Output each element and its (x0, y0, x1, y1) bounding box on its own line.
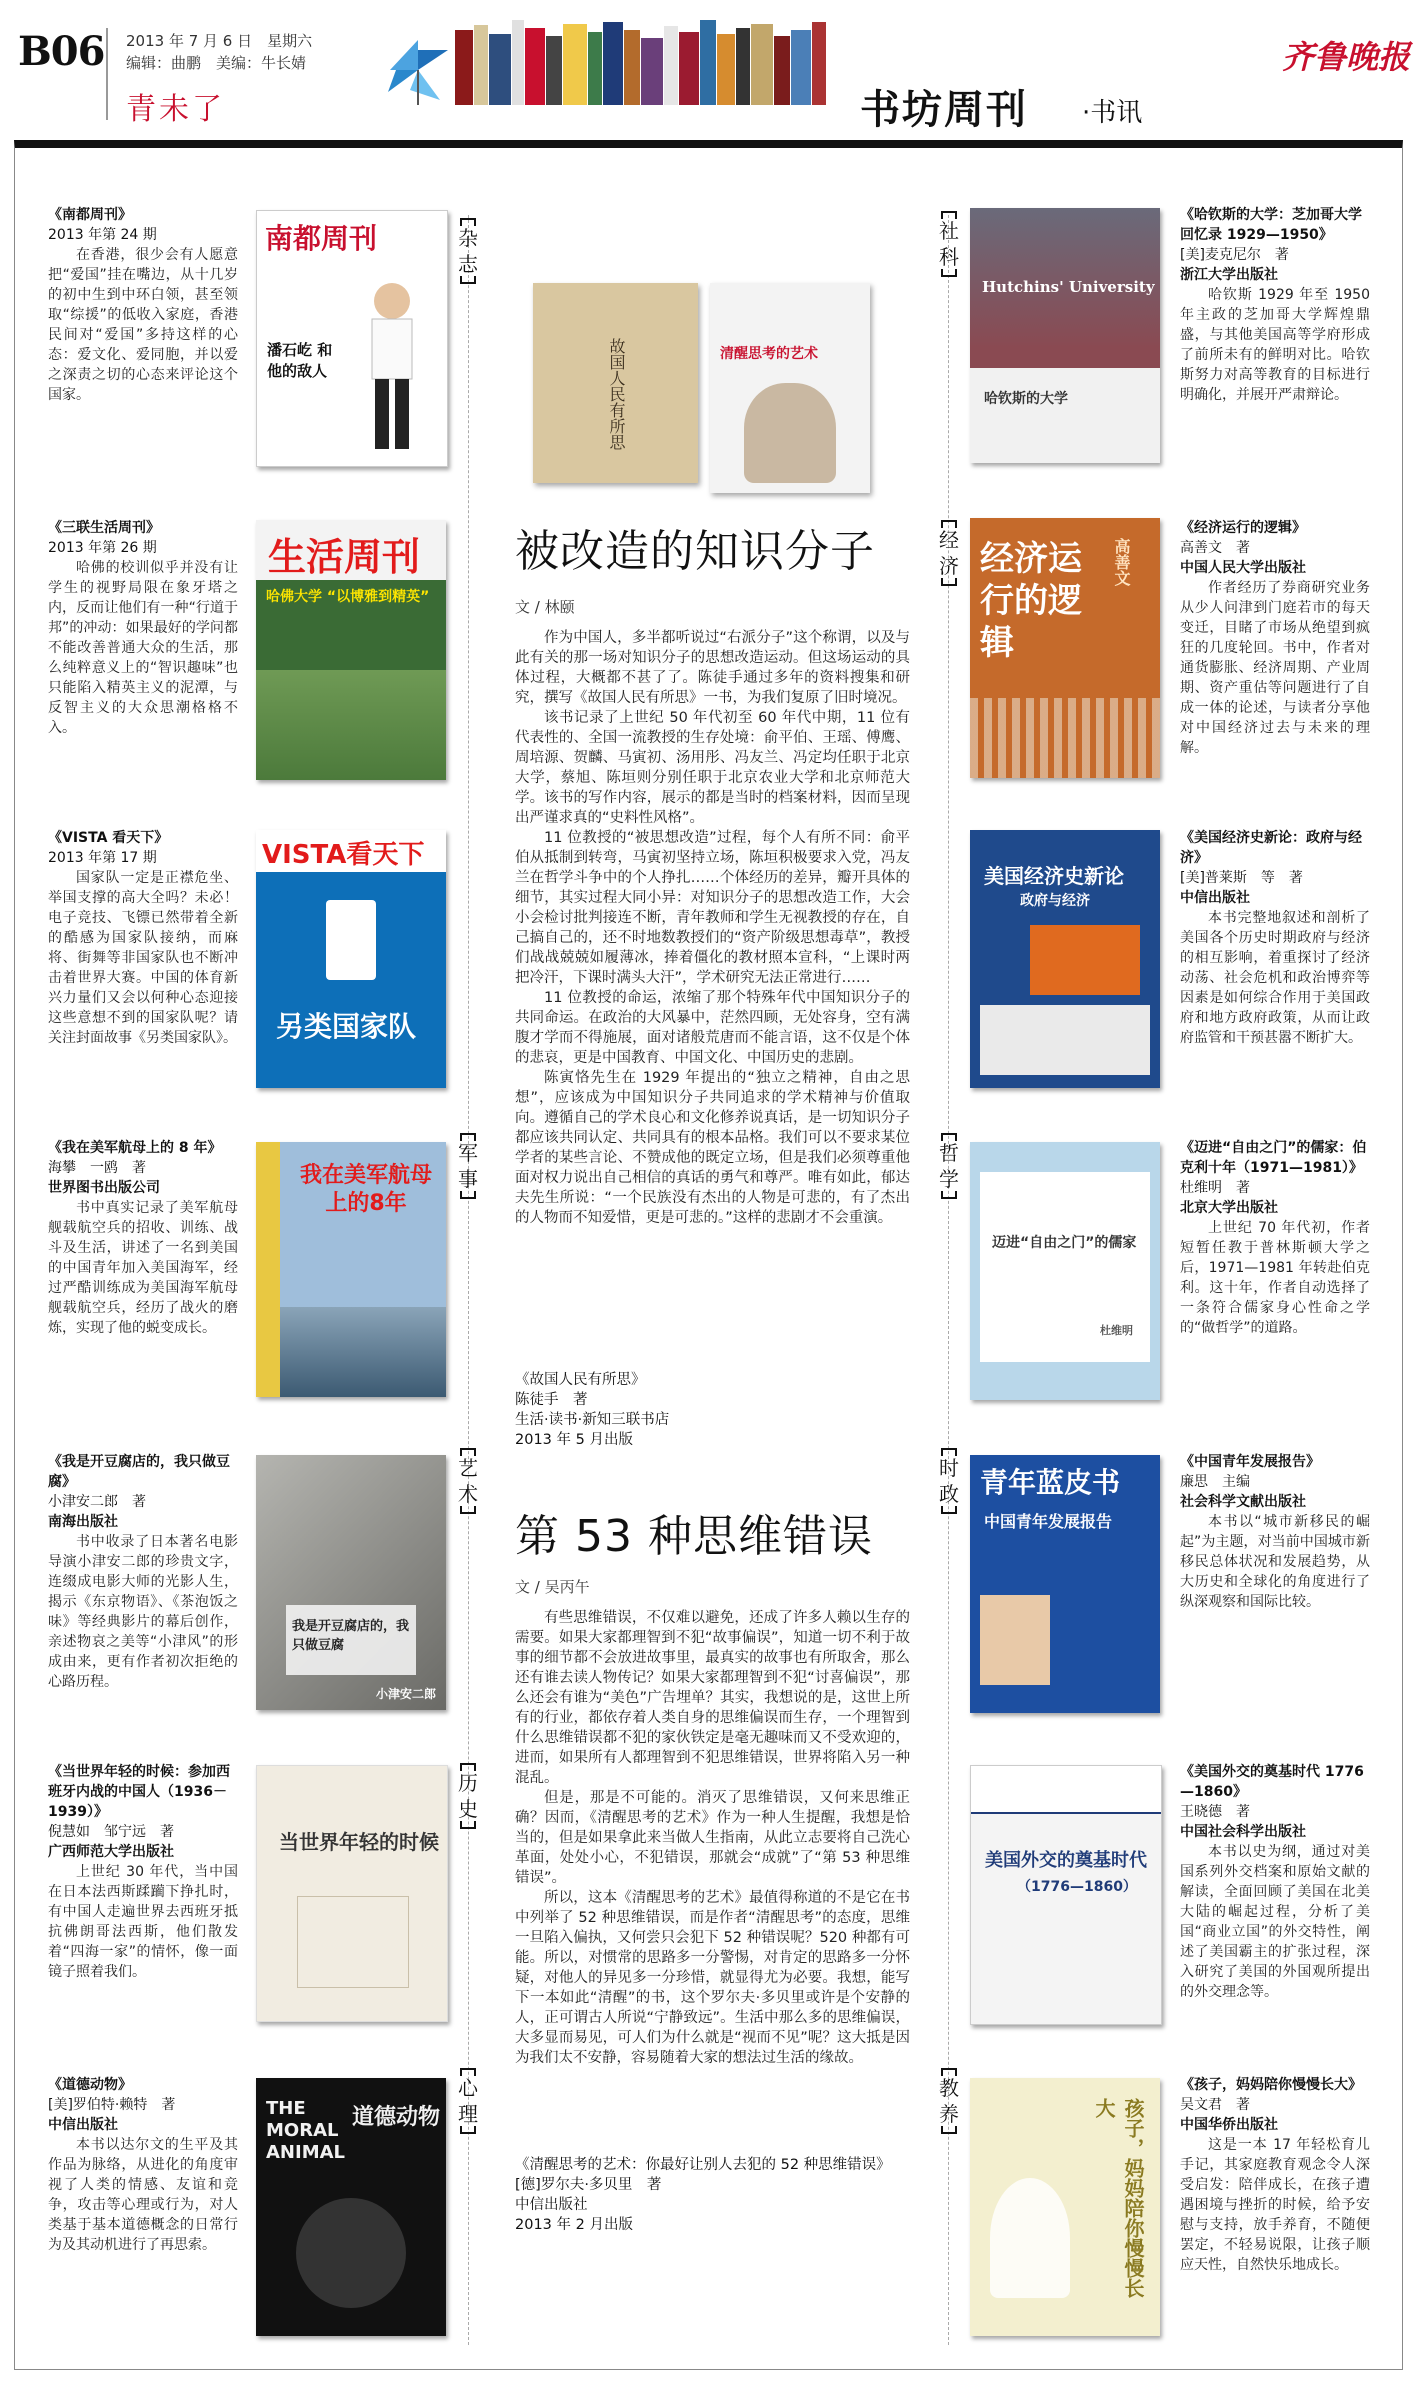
left-item-5 (48, 1762, 238, 1982)
cover-child-grow-slowly: 孩子，妈妈陪你慢慢长大 (970, 2078, 1160, 2336)
item-desc: 在香港，很少会有人愿意把“爱国”挂在嘴边，从十几岁的初中生到中环白领，甚至领取“综援”的低收入家庭，香港民间对“爱国”多持这样的心态：爱文化、爱同胞，并以爱之深责之切的心态来评论这个国家。 (48, 247, 238, 403)
left-item-1 (48, 518, 238, 738)
item-meta: 杜维明 著 (1180, 1180, 1250, 1196)
item-publisher: 中国华侨出版社 (1180, 2117, 1278, 2133)
book-spines-icon (455, 20, 826, 105)
item-publisher: 北京大学出版社 (1180, 1200, 1278, 1216)
cover-sanlian-life-weekly: 生活周刊 哈佛大学 “以博雅到精英” (256, 520, 446, 780)
item-desc: 书中收录了日本著名电影导演小津安二郎的珍贵文字，连缀成电影大师的光影人生，揭示《东京物语》、《茶泡饭之味》等经典影片的幕后创作，亲述物哀之美等“小津风”的形成由来，更有作者初次拒绝的心路历程。 (48, 1534, 238, 1690)
left-item-6 (48, 2075, 238, 2255)
item-desc: 本书以史为纲，通过对美国系列外交档案和原始文献的解读，全面回顾了美国在北美大陆的崛起过程，分析了美国“商业立国”的外交特性，阐述了美国霸主的扩张过程，深入研究了美国的外国观所提出的外交理念等。 (1180, 1844, 1370, 2000)
item-desc: 上世纪 70 年代初，作者短暂任教于普林斯顿大学之后，1971—1981 年转赴伯克利。这十年，作者自动选择了一条符合儒家身心性命之学的“做哲学”的道路。 (1180, 1220, 1370, 1336)
article2-source: 《清醒思考的艺术：你最好让别人去犯的 52 种思维错误》 [德]罗尔夫·多贝里 著 中信出版社 2013 年 2 月出版 (515, 2157, 891, 2233)
article1-body: 作为中国人，多半都听说过“右派分子”这个称谓，以及与此有关的那一场对知识分子的思想改造运动。但这场运动的具体过程，大概都不甚了了。陈徒手通过多年的资料搜集和研究，撰写《故国人民有所思》一书，为我们复原了旧时境况。 该书记录了上世纪 50 年代初至 60 年代中期，11 位有代表性的、全国一流教授的生存处境：俞平伯、王瑶、傅鹰、周培源、贺麟、马寅初、汤用彤、冯友兰、冯定均任职于北京大学，蔡旭、陈垣则分别任职于北京农业大学和北京师范大学。该书的写作内容，展示的都是当时的档案材料，因而呈现出严谨求真的“史料性风格”。 11 位教授的“被思想改造”过程，每个人有所不同：俞平伯从抵制到转弯，马寅初坚持立场，陈垣积极要求入党，冯友兰在哲学斗争中的个人挣扎……个体经历的差异，瓣开具体的细节，其实过程大同小异：对知识分子的思想改造工作，大会小会检讨批判接连不断，青年教师和学生无视教授的存在，自己搞自己的，还不时地数教授们的“资产阶级思想毒草”，教授们战战兢兢如履薄冰，捧着僵化的教材照本宣科，“上课时两把冷汗，下课时满头大汗”，学术研究无法正常进行…… 11 位教授的命运，浓缩了那个特殊年代中国知识分子的共同命运。在政治的大风暴中，茫然四顾，无处容身，空有满腹才学而不得施展，面对诸般荒唐而不能言语，这不仅是个体的悲哀，更是中国教育、中国文化、中国历史的悲剧。 陈寅恪先生在 1929 年提出的“独立之精神，自由之思想”，应该成为中国知识分子共同追求的学术精神与价值取向。遵循自己的学术良心和文化修养说真话，是一切知识分子都应该共同认定、共同具有的根本品格。我们可以不要求某位学者的某些言论、不赞成他的既定立场，但是我们必须尊重他面对权力说出自己相信的真话的勇气和尊严。唯有如此，郁达夫先生所说：“一个民族没有杰出的人物是可悲的，有了杰出的人物而不知爱惜，更是可悲的。”这样的悲剧才不会重演。 (515, 630, 910, 1226)
tag-art: 艺术 (458, 1456, 478, 1506)
item-title: 《道德动物》 (48, 2077, 132, 2093)
masthead (0, 0, 1417, 140)
item-meta: 2013 年第 17 期 (48, 850, 157, 866)
cover-nandu-weekly: 南都周刊 潘石屹 和他的敌人 (256, 210, 448, 467)
article2-title: 第 53 种思维错误 (515, 1511, 873, 1562)
item-desc: 本书完整地叙述和剖析了美国各个历史时期政府与经济的相互影响，着重探讨了经济动荡、社会危机和政治博弈等因素是如何综合作用于美国政府和地方政府政策，从而让政府监管和干预甚嚣不断扩大。 (1180, 910, 1370, 1046)
cover-moral-animal: THE MORAL ANIMAL 道德动物 (256, 2078, 446, 2336)
tag-politics: 时政 (939, 1456, 959, 1506)
item-desc: 哈佛的校训似乎并没有让学生的视野局限在象牙塔之内，反而让他们有一种“行道于邦”的冲动：如果最好的学问都不能改善普通大众的生活，那么纯粹意义上的“智识趣味”也只能陷入精英主义的泥潭，与反智主义的大众思潮格格不入。 (48, 560, 238, 736)
article1-author: 文 / 林颐 (515, 598, 575, 616)
left-item-3 (48, 1138, 238, 1338)
item-meta: [美]罗伯特·赖特 著 (48, 2097, 176, 2113)
cover-confucian-berkeley: 迈进“自由之门”的儒家 杜维明 (970, 1142, 1160, 1400)
item-publisher: 中信出版社 (1180, 890, 1250, 906)
item-title: 《迈进“自由之门”的儒家：伯克利十年（1971—1981）》 (1180, 1140, 1367, 1176)
item-meta: 吴文君 著 (1180, 2097, 1250, 2113)
tag-parenting: 教养 (939, 2076, 959, 2126)
right-item-1 (1180, 518, 1370, 758)
item-title: 《经济运行的逻辑》 (1180, 520, 1306, 536)
item-publisher: 中信出版社 (48, 2117, 118, 2133)
tag-social-science: 社科 (939, 219, 959, 269)
newspaper-logo: 齐鲁晚报 (1282, 38, 1411, 76)
dateline: 2013 年 7 月 6 日 星期六 (126, 32, 313, 50)
item-title: 《哈钦斯的大学：芝加哥大学回忆录 1929—1950》 (1180, 207, 1362, 243)
cover-us-economic-history: 美国经济史新论 政府与经济 (970, 830, 1160, 1088)
column-subtitle: ·书讯 (1082, 98, 1143, 128)
item-desc: 这是一本 17 年轻松育儿手记，其家庭教育观念令人深受启发：陪伴成长，在孩子遭遇困境与挫折的时候，给予安慰与支持，放手养育，不随便罢定，不轻易说限，让孩子顺应天性，自然快乐地成长。 (1180, 2137, 1370, 2273)
article2-body: 有些思维错误，不仅难以避免，还成了许多人赖以生存的需要。如果大家都理智到不犯“故事偏误”，知道一切不利于故事的细节都不会放进故事里，最真实的故事也有所取舍，那么还有谁去读人物传记？如果大家都理智到不犯“讨喜偏误”，那么还会有谁为“美色”广告埋单？其实，我想说的是，这世上所有的行业，都依存着人类自身的思维偏误而生存，一个理智到什么思维错误都不犯的家伙铁定是毫无趣味而又不受欢迎的，进而，如果所有人都理智到不犯思维错误，世界将陷入另一种混乱。 但是，那是不可能的。消灭了思维错误，又何来思维正确？因而，《清醒思考的艺术》作为一种人生提醒，我想是恰当的，但是如果拿此来当做人生指南，从此立志要将自己洗心革面，处处小心，不犯错误，那就会“成就”了“第 53 种思维错误”。 所以，这本《清醒思考的艺术》最值得称道的不是它在书中列举了 52 种思维错误，而是作者“清醒思考”的态度，思维一旦陷入偏执，又何尝只会犯下 52 种错误呢？520 种都有可能。所以，对惯常的思路多一分警惕，对肯定的思路多一分怀疑，对他人的异见多一分珍惜，就显得尤为必要。我想，能写下一本如此“清醒”的书，这个罗尔夫·多贝里或许是个安静的人，正可谓古人所说“宁静致远”。生活中那么多的思维偏误，大多显而易见，可人们为什么就是“视而不见”呢？这大抵是因为我们太不安静，容易随着大家的想法过生活的缘故。 (515, 1610, 910, 2066)
item-meta: 2013 年第 24 期 (48, 227, 157, 243)
left-item-0 (48, 205, 238, 405)
tag-history: 历史 (458, 1771, 478, 1821)
item-title: 《我在美军航母上的 8 年》 (48, 1140, 222, 1156)
item-title: 《孩子，妈妈陪你慢慢长大》 (1180, 2077, 1362, 2093)
item-meta: 海攀 一鸥 著 (48, 1160, 146, 1176)
cover-when-world-was-young: 当世界年轻的时候 (256, 1765, 448, 2022)
bookshelf-illustration (370, 20, 890, 105)
item-title: 《美国经济史新论：政府与经济》 (1180, 830, 1362, 866)
section-name: 青未了 (126, 92, 225, 127)
cover-vista: VISTA看天下 另类国家队 (256, 830, 446, 1088)
item-title: 《美国外交的奠基时代 1776—1860》 (1180, 1764, 1364, 1800)
item-title: 《中国青年发展报告》 (1180, 1454, 1320, 1470)
pinwheel-icon (388, 40, 448, 105)
item-publisher: 南海出版社 (48, 1514, 118, 1530)
item-desc: 书中真实记录了美军航母舰载航空兵的招收、训练、战斗及生活，讲述了一名到美国的中国青年加入美国海军，经过严酷训练成为美国海军航母舰载航空兵，经历了战火的磨炼，实现了他的蜕变成长。 (48, 1200, 238, 1336)
left-item-2 (48, 828, 238, 1048)
item-publisher: 世界图书出版公司 (48, 1180, 160, 1196)
item-desc: 本书以达尔文的生平及其作品为脉络，从进化的角度审视了人类的情感、友谊和竞争，攻击等心理或行为，对人类基于基本道德概念的日常行为及其动机进行了再思索。 (48, 2137, 238, 2253)
item-meta: [美]普莱斯 等 著 (1180, 870, 1303, 886)
cover-hutchins-university: Hutchins' University 哈钦斯的大学 (970, 208, 1160, 463)
tag-economics: 经济 (939, 528, 959, 578)
item-publisher: 中国社会科学出版社 (1180, 1824, 1306, 1840)
item-meta: 廉思 主编 (1180, 1474, 1250, 1490)
tag-military: 军事 (458, 1141, 478, 1191)
item-title: 《三联生活周刊》 (48, 520, 160, 536)
item-title: 《VISTA 看天下》 (48, 830, 169, 846)
cover-us-diplomacy: 美国外交的奠基时代 （1776—1860） (970, 1765, 1162, 2025)
item-desc: 哈钦斯 1929 年至 1950 年主政的芝加哥大学辉煌鼎盛，与其他美国高等学府形成了前所未有的鲜明对比。哈钦斯努力对高等教育的目标进行明确化，并展开严肃辩论。 (1180, 287, 1370, 403)
cover-us-carrier-8-years: 我在美军航母上的8年 (256, 1142, 446, 1397)
item-desc: 本书以“城市新移民的崛起”为主题，对当前中国城市新移民总体状况和发展趋势，从大历史和全球化的角度进行了纵深观察和国际比较。 (1180, 1514, 1370, 1610)
right-item-3 (1180, 1138, 1370, 1338)
item-publisher: 中国人民大学出版社 (1180, 560, 1306, 576)
item-desc: 国家队一定是正襟危坐、举国支撑的高大全吗？未必！电子竞技、飞镖已然带着全新的酷感为国家队接纳，而麻将、街舞等非国家队也不断冲击着世界大赛。中国的体育新兴力量们又会以何种心态迎接这些意想不到的国家队呢？请关注封面故事《另类国家队》。 (48, 870, 238, 1046)
item-meta: 王晓德 著 (1180, 1804, 1250, 1820)
item-meta: 倪慧如 邹宁远 著 (48, 1824, 174, 1840)
left-item-4 (48, 1452, 238, 1692)
tag-psychology: 心理 (458, 2076, 478, 2126)
item-meta: 高善文 著 (1180, 540, 1250, 556)
right-item-6 (1180, 2075, 1370, 2275)
item-publisher: 广西师范大学出版社 (48, 1844, 174, 1860)
column-title: 书坊周刊 (860, 87, 1028, 133)
item-desc: 上世纪 30 年代，当中国在日本法西斯蹂躏下挣扎时，有中国人走遍世界去西班牙抵抗佛朗哥法西斯，他们散发着“四海一家”的情怀，像一面镜子照着我们。 (48, 1864, 238, 1980)
item-desc: 作者经历了券商研究业务从少人问津到门庭若市的每天变迁，目睹了市场从绝望到疯狂的几度轮回。书中，作者对通货膨胀、经济周期、产业周期、资产重估等问题进行了自成一体的论述，与读者分享他对中国经济过去与未来的理解。 (1180, 580, 1370, 756)
right-item-0 (1180, 205, 1370, 405)
item-meta: 小津安二郎 著 (48, 1494, 146, 1510)
right-item-2 (1180, 828, 1370, 1048)
item-title: 《当世界年轻的时候：参加西班牙内战的中国人（1936－1939）》 (48, 1764, 230, 1820)
article2-author: 文 / 吴丙午 (515, 1578, 590, 1596)
item-title: 《我是开豆腐店的，我只做豆腐》 (48, 1454, 230, 1490)
tag-philosophy: 哲学 (939, 1141, 959, 1191)
cover-ozu-tofu: 我是开豆腐店的，我只做豆腐 小津安二郎 (256, 1455, 446, 1710)
article1-source: 《故国人民有所思》 陈徒手 著 生活·读书·新知三联书店 2013 年 5 月出版 (515, 1372, 670, 1448)
right-item-4 (1180, 1452, 1370, 1612)
item-meta: 2013 年第 26 期 (48, 540, 157, 556)
item-meta: [美]麦克尼尔 著 (1180, 247, 1289, 263)
cover-economic-logic: 经济运行的逻辑 高善文 (970, 518, 1160, 778)
editors-line: 编辑：曲鹏 美编：牛长婧 (126, 54, 307, 72)
book-photo-gugou: 故国人民有所思 (533, 283, 698, 483)
right-item-5 (1180, 1762, 1370, 2002)
column-divider-left (468, 215, 469, 2345)
item-publisher: 社会科学文献出版社 (1180, 1494, 1306, 1510)
article1-title: 被改造的知识分子 (515, 526, 875, 577)
page-number: B06 (18, 28, 105, 75)
item-publisher: 浙江大学出版社 (1180, 267, 1278, 283)
item-title: 《南都周刊》 (48, 207, 132, 223)
masthead-divider (106, 28, 108, 120)
cover-youth-bluebook: 青年蓝皮书 中国青年发展报告 (970, 1455, 1160, 1713)
tag-magazine: 杂志 (458, 226, 478, 276)
book-photo-clear-thinking: 清醒思考的艺术 (710, 283, 870, 493)
person-photo-icon (347, 271, 437, 451)
